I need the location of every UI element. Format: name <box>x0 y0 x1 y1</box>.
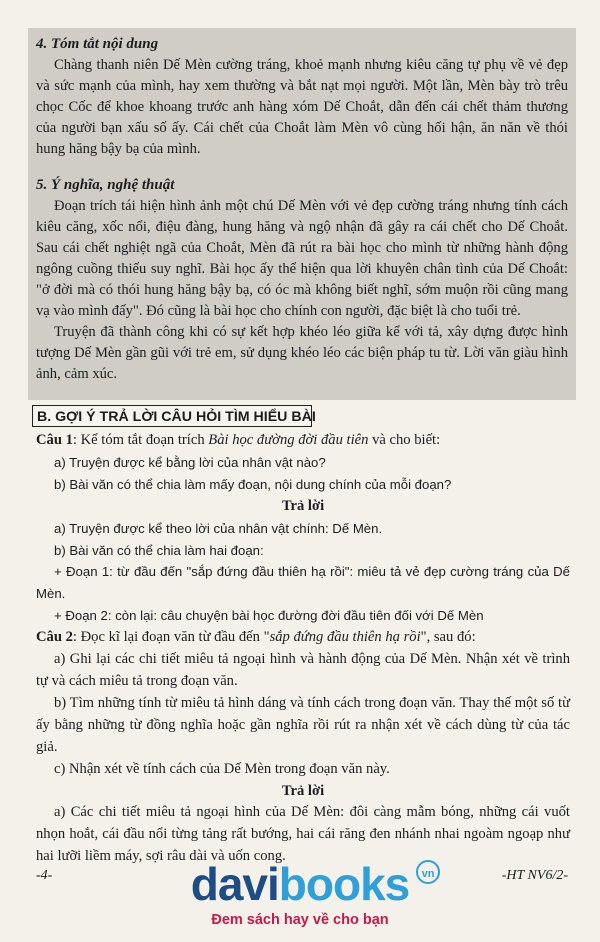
section-4-heading: 4. Tóm tắt nội dung <box>36 36 159 52</box>
question-2-b: b) Tìm những tính từ miêu tả hình dáng và tính cách trong đoạn văn. Thay thế một số từ ấy bằng những từ đồng nghĩa hoặc gần nghĩa rồi rút ra nhận xét về cách dùng từ của tác giả. <box>36 694 570 755</box>
book-code: -HT NV6/2- <box>501 868 568 883</box>
question-1-label: Câu 1 <box>36 432 73 448</box>
question-2-label: Câu 2 <box>36 629 73 646</box>
answer-2-a: a) Các chi tiết miêu tả ngoại hình của Dế Mèn: đôi càng mẫm bóng, những cái vuốt nhọn hoắt, cái đầu nổi từng tảng rất bướng, hai cái răng đen nhánh nhai ngoàm ngoạp như hai lưỡi liềm máy, sợi râu dài và uốn cong. <box>36 804 570 865</box>
answer-1-b-part-2: + Đoạn 2: còn lại: câu chuyện bài học đường đời đầu tiên đối với Dế Mèn <box>54 608 484 624</box>
question-2-a: a) Ghi lại các chi tiết miêu tả ngoại hình và hành động của Dế Mèn. Nhận xét về trình tự và cách miêu tả trong đoạn văn. <box>36 651 570 689</box>
answer-1-b: b) Bài văn có thể chia làm hai đoạn: <box>54 542 264 558</box>
question-1-lead: : Kể tóm tắt đoạn trích <box>72 432 209 448</box>
question-2-quote: sắp đứng đầu thiên hạ rồi <box>269 629 421 646</box>
section-4-paragraph: Chàng thanh niên Dế Mèn cường tráng, khoẻ mạnh nhưng kiêu căng tự phụ về vẻ đẹp và sức mạnh của mình, hay xem thường và bắt nạt mọi người. Một lần, Mèn bày trò trêu chọc Cốc để khoe khoang trước anh hàng xóm Dế Choắt, dẫn đến cái chết thảm thương của người bạn xấu số ấy. Cái chết của Choắt làm Mèn vô cùng hối hận, ăn năn về thói hung hăng bậy bạ của mình. <box>36 57 568 157</box>
answer-1-b-part-1: + Đoạn 1: từ đầu đến "sắp đứng đầu thiên hạ rồi": miêu tả vẻ đẹp cường tráng của Dế Mèn. <box>36 564 570 602</box>
section-4 <box>36 34 568 160</box>
section-b-title: B. GỢI Ý TRẢ LỜI CÂU HỎI TÌM HIỂU BÀI <box>32 405 312 427</box>
logo-wordmark <box>150 858 450 910</box>
question-1-a: a) Truyện được kể bằng lời của nhân vật nào? <box>54 454 326 470</box>
question-1-tail: và cho biết: <box>368 432 441 448</box>
question-1-b: b) Bài văn có thể chia làm mấy đoạn, nội dung chính của mỗi đoạn? <box>54 476 452 492</box>
page-number: -4- <box>36 868 53 883</box>
question-2-c: c) Nhận xét về tính cách của Dế Mèn trong đoạn văn này. <box>54 760 390 777</box>
question-1 <box>36 430 570 452</box>
question-1-work-title: Bài học đường đời đầu tiên <box>208 432 369 448</box>
question-2 <box>36 627 570 649</box>
question-2-lead: : Đọc kĩ lại đoạn văn từ đầu đến " <box>72 629 270 646</box>
davibooks-logo[interactable] <box>150 858 450 938</box>
question-1-answer-heading: Trả lời <box>281 497 325 514</box>
section-5-paragraph-2: Truyện đã thành công khi có sự kết hợp khéo léo giữa kể với tả, xây dựng được hình tượng Dế Mèn gần gũi với trẻ em, sử dụng khéo léo các biện pháp tu từ. Lời văn giàu hình ảnh, cảm xúc. <box>36 324 568 382</box>
logo-word-dark: davi <box>190 858 279 910</box>
section-b-body <box>36 430 570 868</box>
logo-slogan: Đem sách hay về cho bạn <box>211 912 389 928</box>
question-2-tail: ", sau đó: <box>420 629 476 646</box>
section-5 <box>36 175 568 385</box>
section-5-heading: 5. Ý nghĩa, nghệ thuật <box>36 177 175 193</box>
logo-vn-badge: vn <box>416 860 440 884</box>
section-5-paragraph-1: Đoạn trích tái hiện hình ảnh một chú Dế Mèn với vẻ đẹp cường tráng nhưng tính cách kiêu căng, xốc nổi, điệu đàng, hung hăng và ngộ nhận đã gây ra cái chết cho Dế Choắt. Sau cái chết nghiệt ngã của Choắt, Mèn đã rút ra bài học cho mình từ những hành động ngông cuồng thiếu suy nghĩ. Bài học ấy thể hiện qua lời khuyên chân tình của Dế Choắt: "ở đời mà có thói hung hăng bậy bạ, có óc mà không biết nghĩ, sớm muộn rồi cũng mang vạ vào mình đấy". Đó cũng là bài học cho chính con người, đặc biệt là cho tuổi trẻ. <box>36 198 568 319</box>
answer-1-a: a) Truyện được kể theo lời của nhân vật chính: Dế Mèn. <box>54 520 383 536</box>
question-2-answer-heading: Trả lời <box>281 782 325 799</box>
logo-word-light: books <box>278 858 410 910</box>
